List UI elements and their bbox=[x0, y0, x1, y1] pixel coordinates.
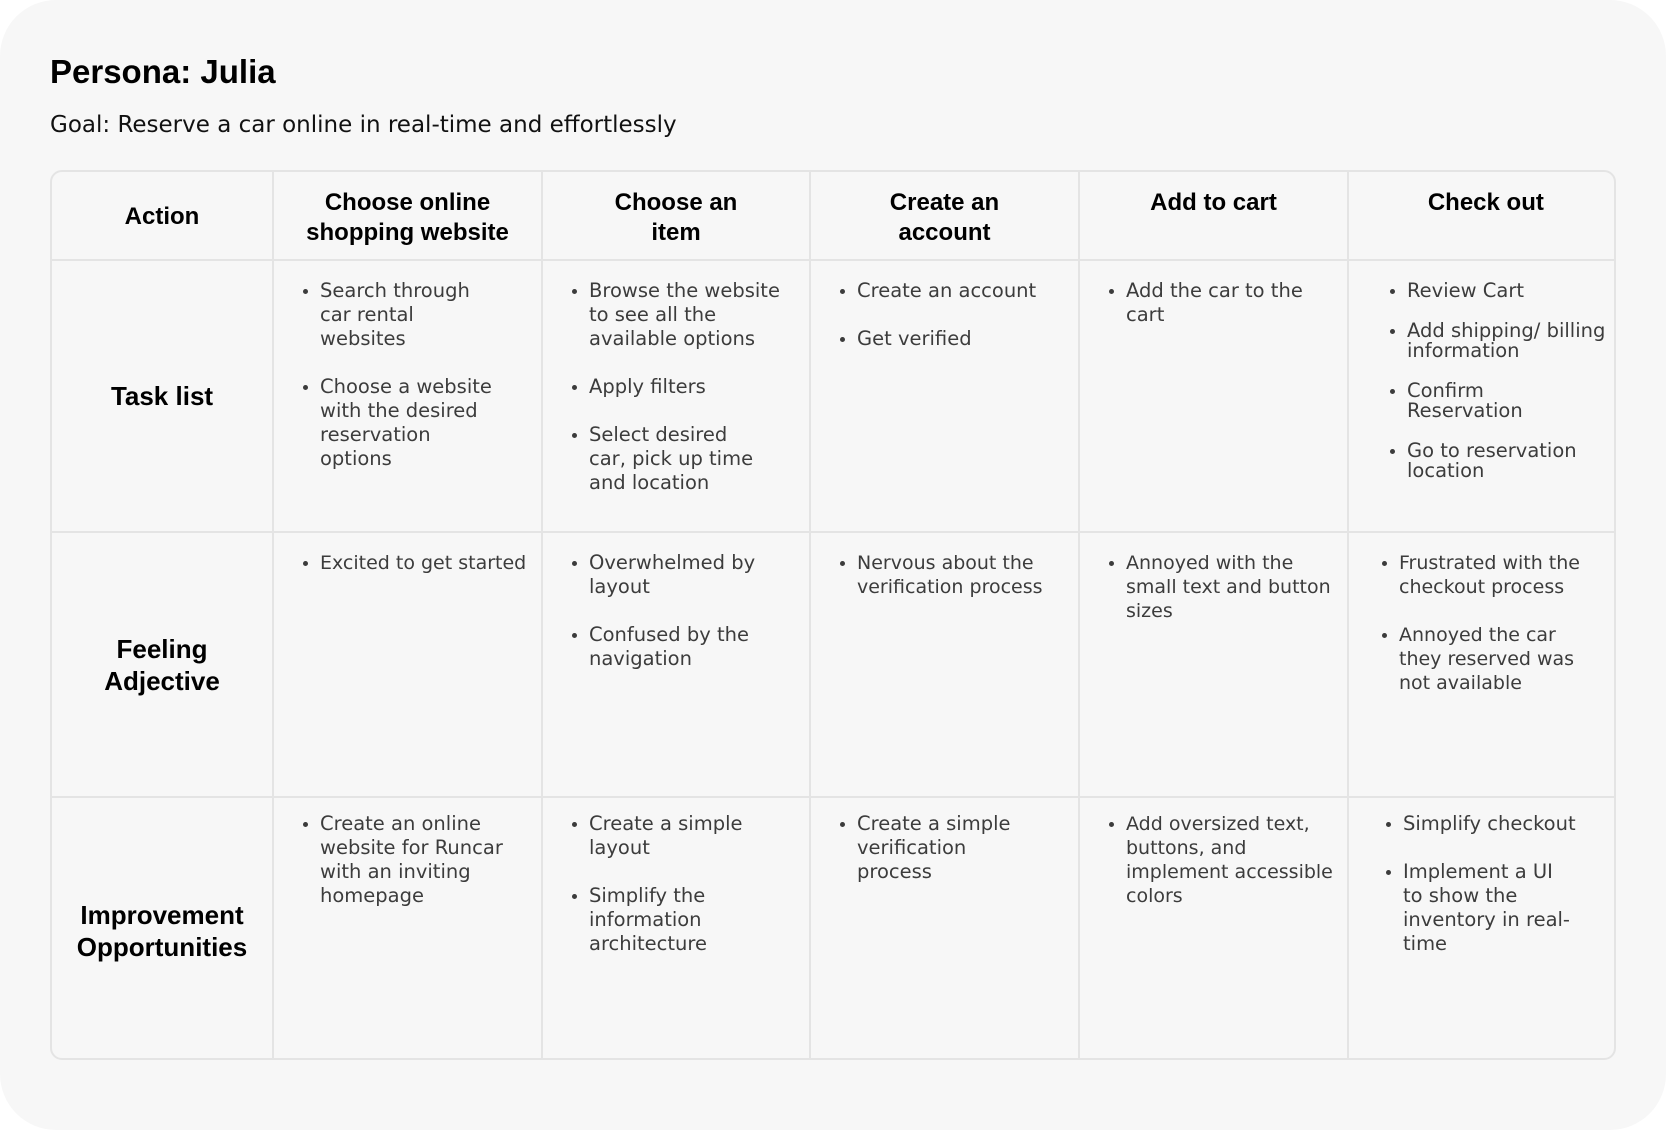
bullet-list bbox=[1349, 261, 1616, 481]
list-item: Add the car to the cart bbox=[1126, 279, 1337, 327]
list-item: Go to reservation location bbox=[1407, 441, 1613, 481]
bullet-list bbox=[274, 533, 541, 575]
list-item: Confused by the navigation bbox=[589, 623, 799, 671]
bullet-list bbox=[543, 533, 809, 671]
bullet-list bbox=[811, 261, 1078, 351]
table-cell bbox=[1349, 533, 1616, 798]
stage-header: Check out bbox=[1349, 172, 1616, 261]
table-cell bbox=[274, 261, 543, 533]
row-header-improvement-opportunities: Improvement Opportunities bbox=[52, 798, 274, 1058]
list-item: Create an online website for Runcar with an inviting homepage bbox=[320, 812, 531, 908]
list-item: Add oversized text, buttons, and implement accessible colors bbox=[1126, 812, 1343, 908]
list-item: Annoyed the car they reserved was not available bbox=[1399, 623, 1616, 695]
persona-title: Persona: Julia bbox=[50, 53, 276, 90]
list-item: Simplify the information architecture bbox=[589, 884, 799, 956]
list-item: Add shipping/ billing information bbox=[1407, 321, 1613, 361]
table-cell bbox=[811, 261, 1080, 533]
bullet-list bbox=[274, 261, 541, 471]
bullet-list bbox=[1349, 533, 1616, 695]
list-item: Search through car rental websites bbox=[320, 279, 531, 351]
table-cell bbox=[1080, 798, 1349, 1058]
list-item: Annoyed with the small text and button sizes bbox=[1126, 551, 1343, 623]
list-item: Implement a UI to show the inventory in real-time bbox=[1403, 860, 1613, 956]
list-item: Nervous about the verification process bbox=[857, 551, 1074, 599]
list-item: Apply filters bbox=[589, 375, 799, 399]
bullet-list bbox=[1080, 798, 1347, 908]
bullet-list bbox=[1080, 261, 1347, 327]
table-cell bbox=[543, 533, 811, 798]
list-item: Review Cart bbox=[1407, 281, 1613, 301]
bullet-list bbox=[811, 533, 1078, 599]
stage-header: Choose online shopping website bbox=[274, 172, 543, 261]
list-item: Get verified bbox=[857, 327, 1068, 351]
persona-goal: Goal: Reserve a car online in real-time and effortlessly bbox=[50, 112, 677, 138]
bullet-list bbox=[811, 798, 1078, 884]
stage-header: Create an account bbox=[811, 172, 1080, 261]
list-item: Confirm Reservation bbox=[1407, 381, 1613, 421]
table-cell bbox=[274, 798, 543, 1058]
table-cell bbox=[811, 533, 1080, 798]
list-item: Create an account bbox=[857, 279, 1068, 303]
list-item: Choose a website with the desired reservation options bbox=[320, 375, 531, 471]
list-item: Simplify checkout bbox=[1403, 812, 1613, 836]
table-cell bbox=[811, 798, 1080, 1058]
list-item: Browse the website to see all the available options bbox=[589, 279, 799, 351]
row-header-task-list: Task list bbox=[52, 261, 274, 533]
bullet-list bbox=[543, 261, 809, 495]
table-cell bbox=[274, 533, 543, 798]
list-item: Frustrated with the checkout process bbox=[1399, 551, 1616, 599]
bullet-list bbox=[1349, 798, 1616, 956]
table-cell bbox=[1080, 533, 1349, 798]
table-cell bbox=[1080, 261, 1349, 533]
list-item: Select desired car, pick up time and location bbox=[589, 423, 799, 495]
stage-header: Add to cart bbox=[1080, 172, 1349, 261]
list-item: Create a simple verification process bbox=[857, 812, 1068, 884]
action-header: Action bbox=[52, 172, 274, 261]
list-item: Excited to get started bbox=[320, 551, 537, 575]
bullet-list bbox=[543, 798, 809, 956]
table-cell bbox=[543, 261, 811, 533]
table-cell bbox=[1349, 261, 1616, 533]
table-cell bbox=[543, 798, 811, 1058]
stage-header: Choose an item bbox=[543, 172, 811, 261]
table-cell bbox=[1349, 798, 1616, 1058]
row-header-feeling-adjective: Feeling Adjective bbox=[52, 533, 274, 798]
list-item: Overwhelmed by layout bbox=[589, 551, 799, 599]
journey-map-table bbox=[50, 170, 1616, 1060]
bullet-list bbox=[274, 798, 541, 908]
bullet-list bbox=[1080, 533, 1347, 623]
list-item: Create a simple layout bbox=[589, 812, 799, 860]
